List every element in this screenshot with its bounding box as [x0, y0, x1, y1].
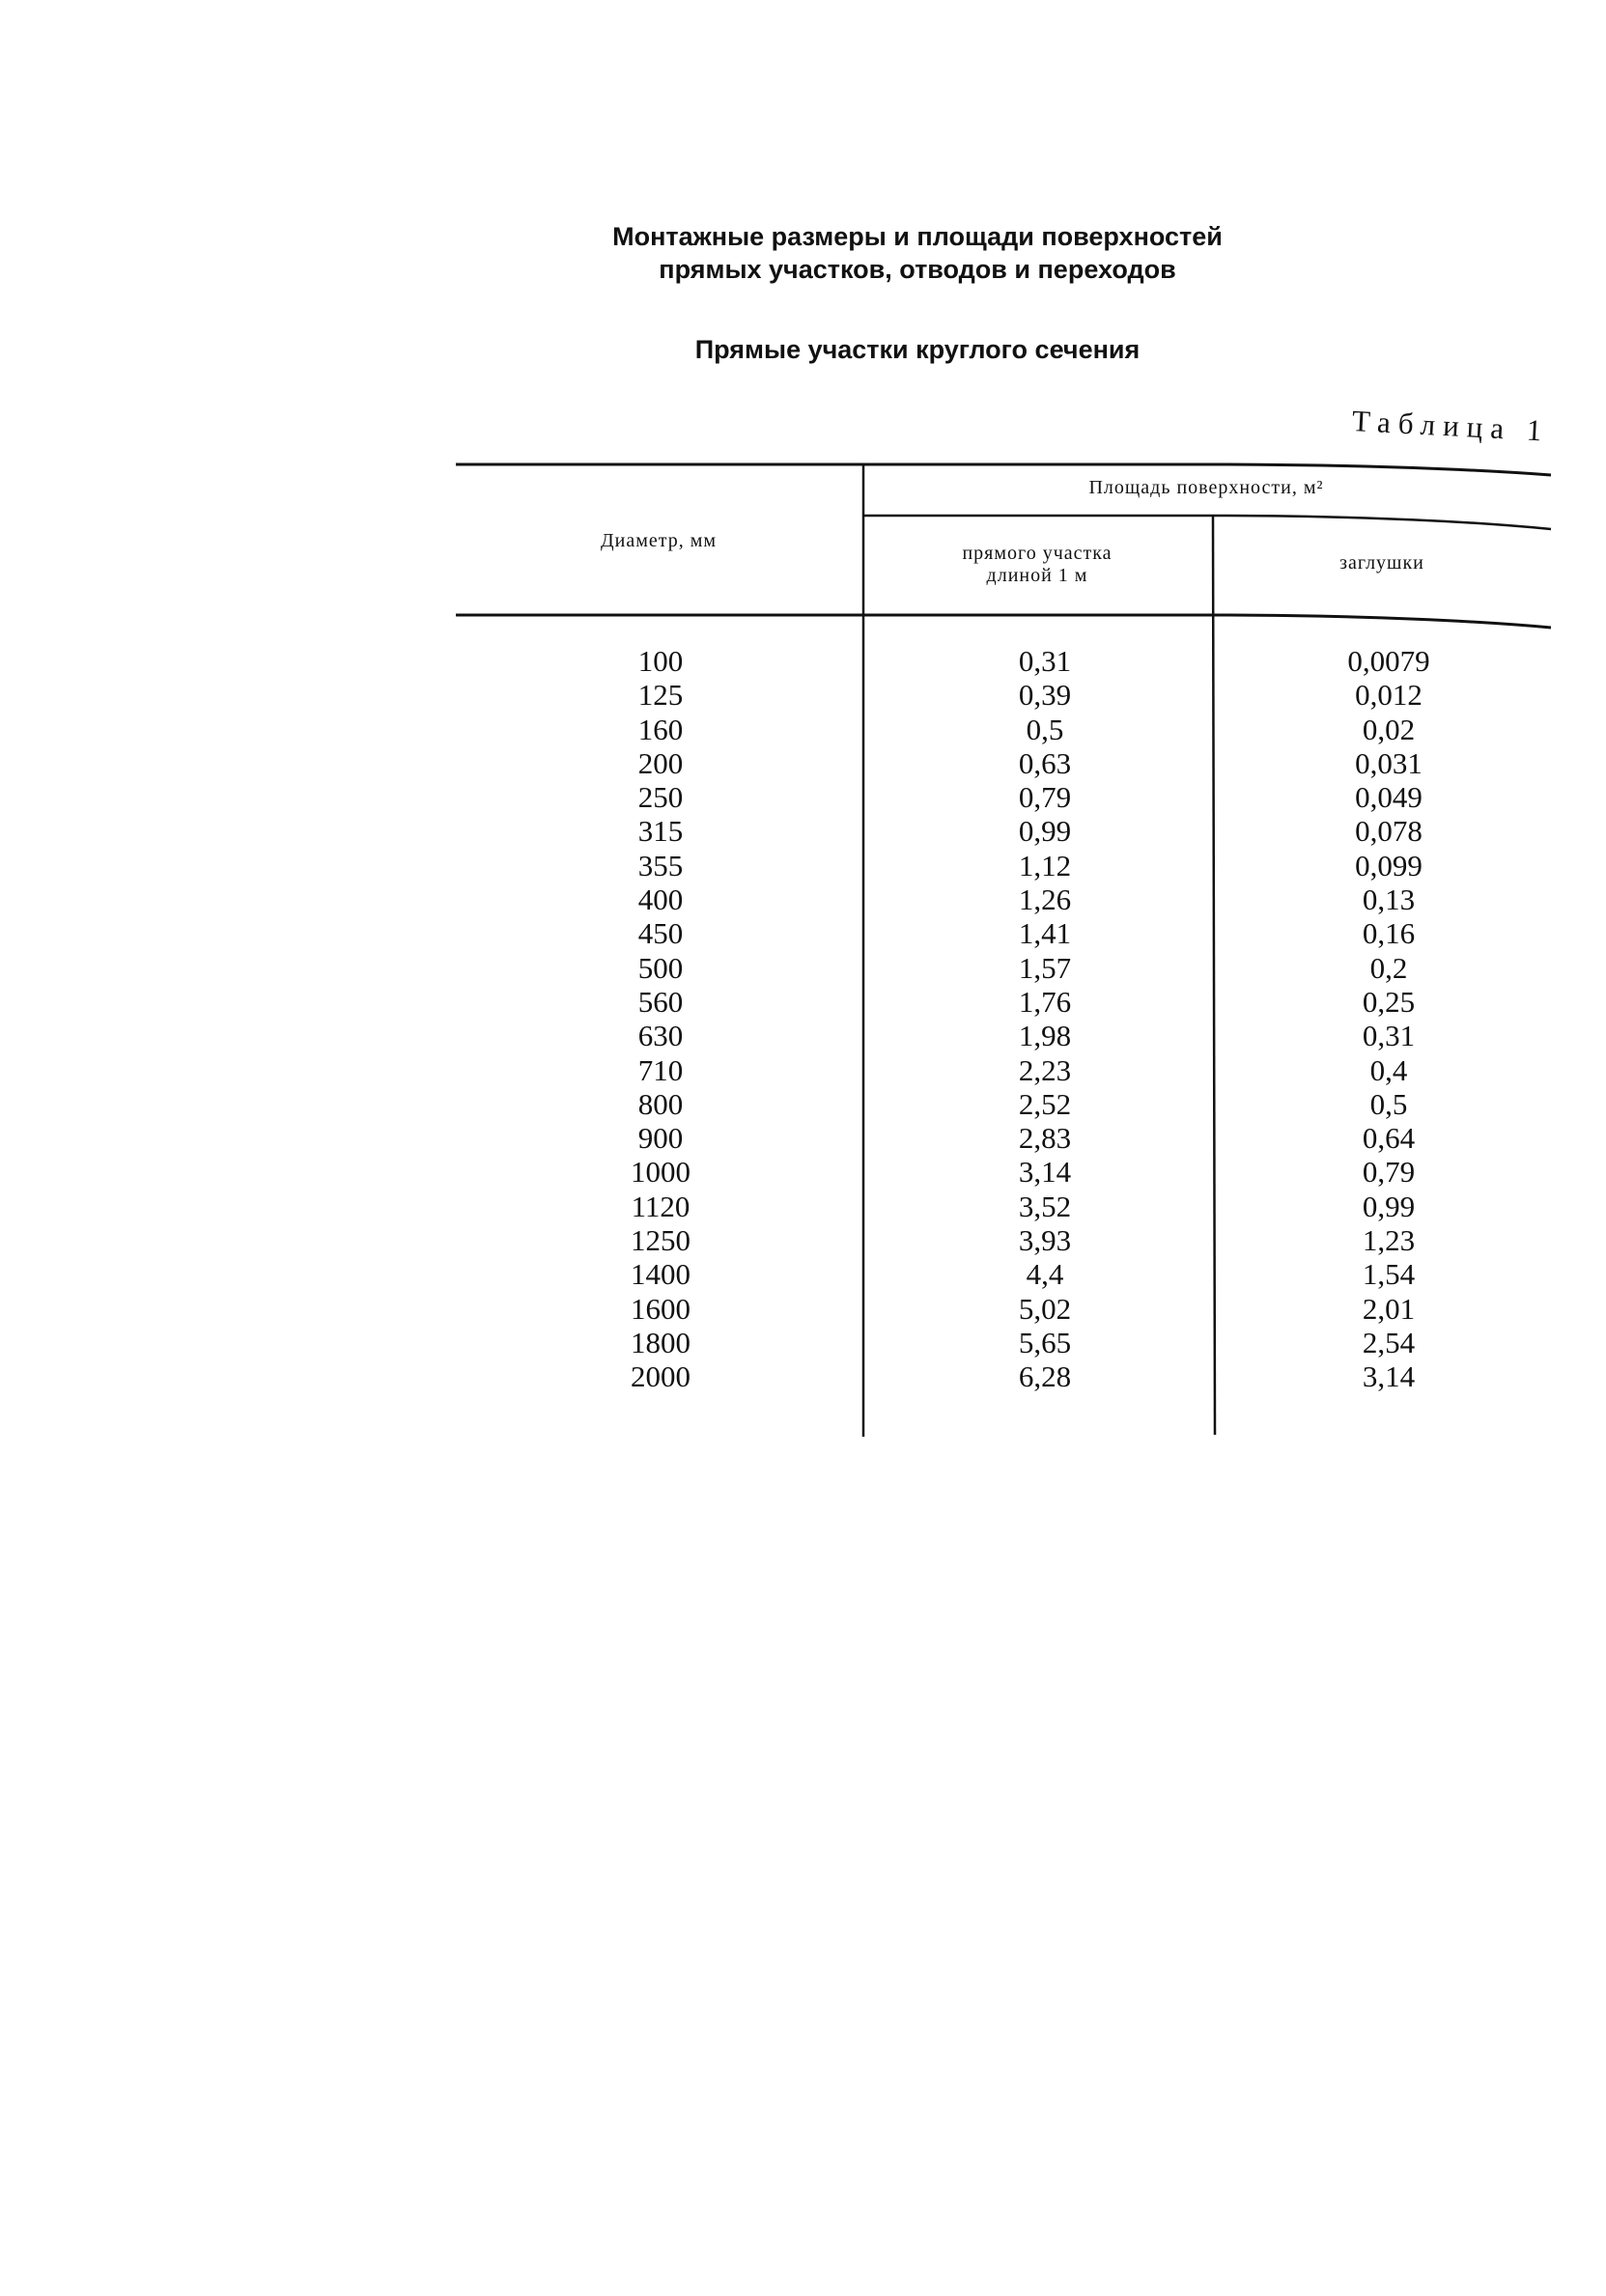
cell-cap-area: 1,23 — [1362, 1223, 1416, 1258]
cell-cap-area: 0,64 — [1362, 1121, 1416, 1156]
cell-diameter: 315 — [637, 814, 684, 849]
cell-straight-area: 5,65 — [1018, 1325, 1072, 1359]
cell-diameter: 710 — [637, 1052, 684, 1087]
cell-cap-area: 0,5 — [1369, 1086, 1408, 1121]
table-row — [456, 1326, 1551, 1359]
cell-cap-area: 2,01 — [1362, 1291, 1416, 1326]
cell-straight-area: 5,02 — [1018, 1291, 1072, 1326]
header-straight-section — [861, 543, 1213, 587]
table-row — [456, 780, 1551, 814]
cell-cap-area: 0,31 — [1362, 1019, 1416, 1053]
cell-cap-area: 0,25 — [1362, 984, 1416, 1019]
table-row — [456, 1121, 1551, 1155]
cell-straight-area: 0,31 — [1018, 644, 1072, 678]
table-row — [456, 1087, 1551, 1121]
cell-diameter: 1000 — [631, 1155, 690, 1190]
table-row — [456, 1359, 1551, 1393]
cell-straight-area: 3,52 — [1018, 1189, 1072, 1223]
table-row — [456, 713, 1551, 746]
cell-straight-area: 4,4 — [1026, 1257, 1064, 1292]
cell-diameter: 200 — [637, 745, 684, 780]
cell-diameter: 355 — [637, 848, 684, 882]
table-row — [456, 814, 1551, 848]
table-row — [456, 1292, 1551, 1326]
cell-cap-area: 0,099 — [1355, 848, 1423, 882]
cell-diameter: 1120 — [631, 1189, 690, 1223]
header-surface-area: Площадь поверхности, м² — [1088, 477, 1324, 498]
cell-cap-area: 0,0079 — [1347, 644, 1430, 678]
cell-cap-area: 0,16 — [1362, 916, 1416, 951]
cell-diameter: 1400 — [631, 1257, 690, 1292]
cell-diameter: 125 — [637, 678, 684, 713]
cell-diameter: 560 — [637, 984, 684, 1019]
table-body — [456, 644, 1551, 1394]
table-row — [456, 951, 1551, 985]
table-row — [456, 746, 1551, 780]
cell-straight-area: 0,99 — [1018, 814, 1072, 849]
cell-straight-area: 0,5 — [1026, 712, 1064, 746]
cell-straight-area: 1,98 — [1018, 1019, 1072, 1053]
header-straight-line-2: длиной 1 м — [986, 565, 1088, 586]
cell-diameter: 1250 — [631, 1223, 690, 1258]
table-row — [456, 1155, 1551, 1189]
cell-straight-area: 1,76 — [1018, 984, 1072, 1019]
cell-straight-area: 2,23 — [1018, 1052, 1072, 1087]
cell-cap-area: 0,078 — [1355, 814, 1423, 849]
cell-straight-area: 3,14 — [1018, 1155, 1072, 1190]
header-diameter: Диаметр, мм — [600, 530, 718, 551]
table-row — [456, 678, 1551, 712]
table-label: Таблица 1 — [1351, 404, 1551, 448]
surface-area-table — [456, 462, 1551, 1439]
cell-cap-area: 0,2 — [1369, 950, 1408, 985]
cell-cap-area: 0,13 — [1362, 882, 1416, 917]
cell-diameter: 900 — [637, 1121, 684, 1156]
section-title: Прямые участки круглого сечения — [694, 335, 1141, 364]
header-group-rule — [863, 516, 1551, 529]
cell-diameter: 450 — [637, 916, 684, 951]
cell-straight-area: 1,41 — [1018, 916, 1072, 951]
cell-diameter: 250 — [637, 780, 684, 815]
page-title — [579, 220, 1255, 286]
title-line-1: Монтажные размеры и площади поверхностей — [612, 222, 1223, 251]
cell-cap-area: 0,79 — [1362, 1155, 1416, 1190]
cell-diameter: 400 — [637, 882, 684, 917]
cell-straight-area: 2,83 — [1018, 1121, 1072, 1156]
cell-cap-area: 2,54 — [1362, 1325, 1416, 1359]
cell-straight-area: 1,12 — [1018, 848, 1072, 882]
header-straight-line-1: прямого участка — [962, 543, 1113, 564]
cell-diameter: 800 — [637, 1086, 684, 1121]
cell-cap-area: 0,012 — [1355, 678, 1423, 713]
cell-cap-area: 0,4 — [1369, 1052, 1408, 1087]
cell-diameter: 160 — [637, 712, 684, 746]
header-cap: заглушки — [1339, 552, 1424, 574]
table-row — [456, 1223, 1551, 1257]
cell-cap-area: 0,99 — [1362, 1189, 1416, 1223]
cell-diameter: 1800 — [631, 1325, 690, 1359]
table-row — [456, 644, 1551, 678]
cell-straight-area: 1,26 — [1018, 882, 1072, 917]
cell-cap-area: 3,14 — [1362, 1359, 1416, 1394]
cell-diameter: 100 — [637, 644, 684, 678]
title-line-2: прямых участков, отводов и переходов — [659, 255, 1176, 284]
cell-straight-area: 0,39 — [1018, 678, 1072, 713]
cell-straight-area: 6,28 — [1018, 1359, 1072, 1394]
cell-straight-area: 0,79 — [1018, 780, 1072, 815]
table-top-rule — [456, 464, 1551, 475]
table-row — [456, 916, 1551, 950]
cell-diameter: 630 — [637, 1019, 684, 1053]
table-row — [456, 1257, 1551, 1291]
cell-straight-area: 3,93 — [1018, 1223, 1072, 1258]
header-bottom-rule — [456, 615, 1551, 628]
cell-straight-area: 1,57 — [1018, 950, 1072, 985]
cell-cap-area: 0,02 — [1362, 712, 1416, 746]
cell-cap-area: 0,031 — [1355, 745, 1423, 780]
table-row — [456, 882, 1551, 916]
table-row — [456, 1053, 1551, 1087]
table-row — [456, 1190, 1551, 1223]
table-row — [456, 849, 1551, 882]
cell-straight-area: 2,52 — [1018, 1086, 1072, 1121]
cell-diameter: 1600 — [631, 1291, 690, 1326]
cell-cap-area: 1,54 — [1362, 1257, 1416, 1292]
table-row — [456, 1019, 1551, 1052]
cell-straight-area: 0,63 — [1018, 745, 1072, 780]
cell-diameter: 500 — [637, 950, 684, 985]
table-row — [456, 985, 1551, 1019]
cell-cap-area: 0,049 — [1355, 780, 1423, 815]
cell-diameter: 2000 — [631, 1359, 690, 1394]
